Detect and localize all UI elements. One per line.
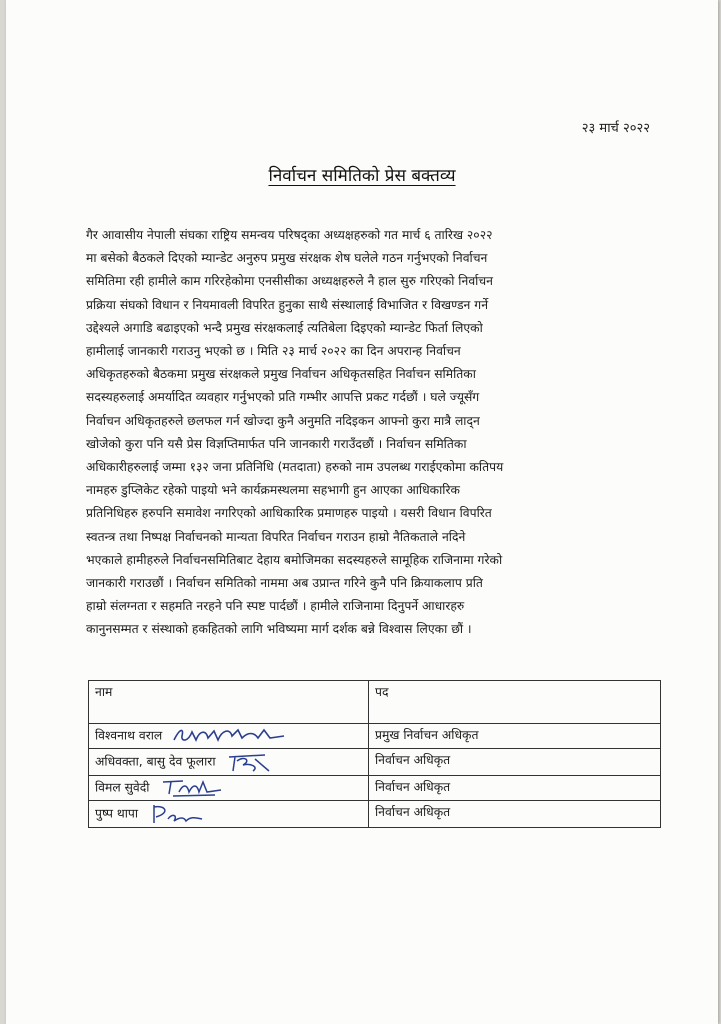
paragraph-line: कानुनसम्मत र संस्थाको हकहितको लागि भविष्यमा मार्ग दर्शक बन्ने विश्वास लिएका छौं । <box>86 622 472 637</box>
signature-2 <box>225 751 275 773</box>
signature-3 <box>159 778 229 798</box>
paragraph-line: सदस्यहरुलाई अमर्यादित व्यवहार गर्नुभएको प्रति गम्भीर आपत्ति प्रकट गर्दछौं । घले ज्यूसँग <box>86 390 480 405</box>
paragraph-line: हामीलाई जानकारी गराउनु भएको छ । मिति २३ मार्च २०२२ का दिन अपरान्ह निर्वाचन <box>86 344 461 359</box>
table-header-row <box>89 681 661 724</box>
document-page <box>6 0 718 1024</box>
statement-paragraph <box>86 224 662 642</box>
member-position: निर्वाचन अधिकृत <box>369 776 661 801</box>
paragraph-line: जानकारी गराउछौं । निर्वाचन समितिको नाममा अब उप्रान्त गरिने कुनै पनि क्रियाकलाप प्रति <box>86 576 483 591</box>
members-table <box>88 680 661 828</box>
member-name-cell <box>89 749 369 776</box>
document-date: २३ मार्च २०२२ <box>581 121 650 136</box>
member-position: निर्वाचन अधिकृत <box>369 749 661 776</box>
paragraph-line: हाम्रो संलग्नता र सहमति नरहने पनि स्पष्ट पार्दछौं । हामीले राजिनामा दिनुपर्ने आधारहरु <box>86 599 465 614</box>
header-position: पद <box>369 681 661 724</box>
member-name-cell <box>89 801 369 828</box>
table-row <box>89 776 661 801</box>
member-name-cell <box>89 724 369 749</box>
table-row <box>89 749 661 776</box>
document-title: निर्वाचन समितिको प्रेस बक्तव्य <box>268 166 456 186</box>
paragraph-line: प्रक्रिया संघको विधान र नियमावली विपरित हुनुका साथै संस्थालाई विभाजित र विखण्डन गर्ने <box>86 297 489 312</box>
paragraph-line: स्वतन्त्र तथा निष्पक्ष निर्वाचनको मान्यता विपरित निर्वाचन गराउन हाम्रो नैतिकताले नदिने <box>86 529 466 544</box>
member-name: पुष्प थापा <box>95 806 139 821</box>
signature-1 <box>172 726 290 746</box>
member-name: अधिवक्ता, बासु देव फूलारा <box>95 754 216 769</box>
member-name: विश्वनाथ वराल <box>95 728 163 743</box>
paragraph-line: अधिकृतहरुको बैठकमा प्रमुख संरक्षकले प्रमुख निर्वाचन अधिकृतसहित निर्वाचन समितिका <box>86 367 476 382</box>
paragraph-line: मा बसेको बैठकले दिएको म्यान्डेट अनुरुप प्रमुख संरक्षक शेष घलेले गठन गर्नुभएको निर्वाचन <box>86 251 488 266</box>
table-row <box>89 724 661 749</box>
paragraph-line: खोजेको कुरा पनि यसै प्रेस विज्ञप्तिमार्फत पनि जानकारी गराउँदछौं । निर्वाचन समितिका <box>86 436 467 451</box>
paragraph-line: निर्वाचन अधिकृतहरुले छलफल गर्न खोज्दा कुनै अनुमति नदिइकन आफ्नो कुरा मात्रै लाद्न <box>86 413 480 428</box>
paragraph-line: अधिकारीहरुलाई जम्मा १३२ जना प्रतिनिधि (मतदाता) हरुको नाम उपलब्ध गराईएकोमा कतिपय <box>86 460 504 475</box>
paragraph-line: समितिमा रही हामीले काम गरिरहेकोमा एनसीसीका अध्यक्षहरुले नै हाल सुरु गरिएको निर्वाचन <box>86 274 493 289</box>
paragraph-line: नामहरु डुप्लिकेट रहेको पाइयो भने कार्यक्रमस्थलमा सहभागी हुन आएका आधिकारिक <box>86 483 460 498</box>
member-name: विमल सुवेदी <box>95 780 150 795</box>
member-position: प्रमुख निर्वाचन अधिकृत <box>369 724 661 749</box>
paragraph-line: प्रतिनिधिहरु हरुपनि समावेश नगरिएको आधिकारिक प्रमाणहरु पाइयो । यसरी विधान विपरित <box>86 506 492 521</box>
member-position: निर्वाचन अधिकृत <box>369 801 661 828</box>
paragraph-line: गैर आवासीय नेपाली संघका राष्ट्रिय समन्वय परिषद्का अध्यक्षहरुको गत मार्च ६ तारिख २०२२ <box>86 228 493 242</box>
paragraph-line: उद्देश्यले अगाडि बढाइएको भन्दै प्रमुख संरक्षकलाई त्यतिबेला दिइएको म्यान्डेट फिर्ता लिएको <box>86 320 483 335</box>
header-name: नाम <box>89 681 369 724</box>
signature-4 <box>148 803 208 825</box>
table-row <box>89 801 661 828</box>
member-name-cell <box>89 776 369 801</box>
paragraph-line: भएकाले हामीहरुले निर्वाचनसमितिबाट देहाय बमोजिमका सदस्यहरुले सामूहिक राजिनामा गरेको <box>86 552 503 567</box>
